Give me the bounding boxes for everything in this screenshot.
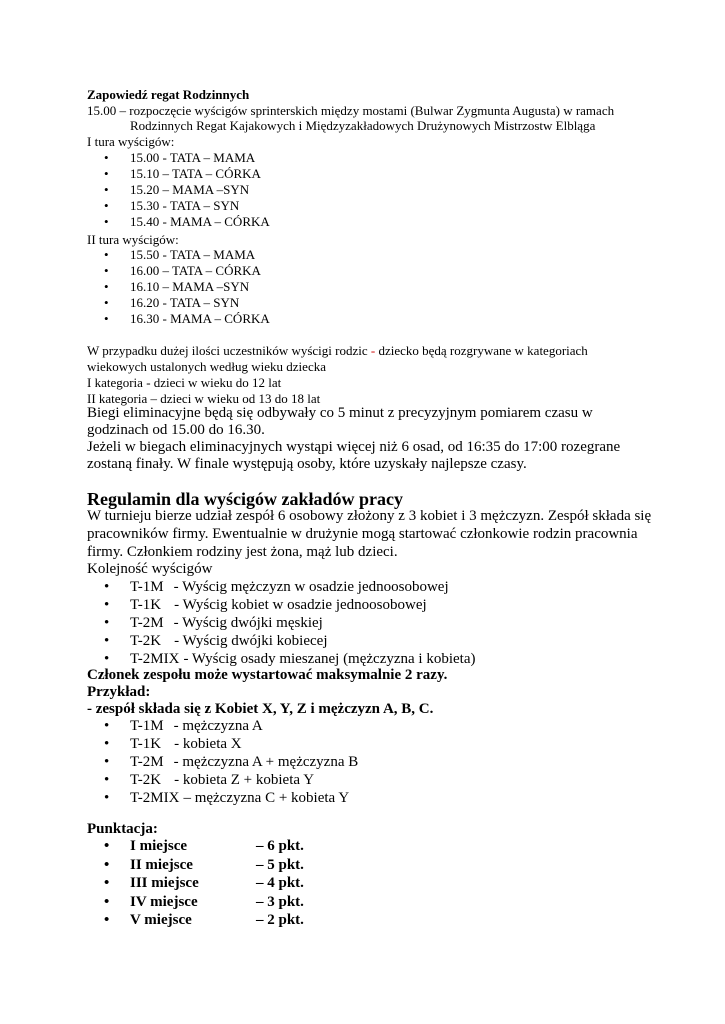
round1-list [104, 151, 404, 231]
finals-paragraph-line-2: zostaną finały. W finale występują osoby, które uzyskały najlepsze czasy. [87, 456, 527, 472]
list-item: • T-1M - mężczyzna A [104, 718, 263, 734]
bullet-icon: • [104, 736, 110, 752]
list-item: • 15.30 - TATA – SYN [104, 198, 240, 213]
list-item: • 16.00 – TATA – CÓRKA [104, 263, 261, 278]
rules-paragraph-line-2: pracowników firmy. Ewentualnie w drużynie mogą startować członkowie rodzin pracownia [87, 526, 638, 542]
bullet-icon: • [104, 633, 110, 649]
bullet-icon: • [104, 875, 110, 891]
category-paragraph-line-1: W przypadku dużej ilości uczestników wyścigi rodzic - dziecko będą rozgrywane w kategoriach [87, 343, 588, 358]
example-list [104, 719, 604, 809]
bullet-icon: • [104, 182, 109, 197]
category-2: II kategoria – dzieci w wieku od 13 do 18 lat [87, 391, 321, 406]
bullet-icon: • [104, 651, 110, 667]
round1-label: I tura wyścigów: [87, 134, 175, 149]
list-item: • 15.10 – TATA – CÓRKA [104, 166, 261, 181]
announcement-title: Zapowiedź regat Rodzinnych [87, 87, 250, 102]
list-item: • T-2MIX – mężczyzna C + kobieta Y [104, 790, 350, 806]
bullet-icon: • [104, 893, 110, 910]
bullet-icon: • [104, 772, 110, 788]
bullet-icon: • [104, 214, 109, 229]
example-label: Przykład: [87, 684, 151, 700]
bullet-icon: • [104, 790, 110, 806]
scoring-list [104, 839, 404, 932]
round2-list [104, 248, 404, 328]
rules-paragraph-line-3: firmy. Członkiem rodziny jest żona, mąż lub dzieci. [87, 544, 398, 560]
list-item: • T-2M - mężczyzna A + mężczyzna B [104, 754, 359, 770]
order-label: Kolejność wyścigów [87, 561, 213, 577]
bullet-icon: • [104, 247, 109, 262]
list-item: • 15.40 - MAMA – CÓRKA [104, 214, 270, 229]
rules-heading: Regulamin dla wyścigów zakładów pracy [87, 489, 404, 509]
max-starts-note: Członek zespołu może wystartować maksymalnie 2 razy. [87, 667, 448, 683]
list-item: • T-1M - Wyścig mężczyzn w osadzie jednoosobowej [104, 579, 449, 595]
bullet-icon: • [104, 718, 110, 734]
bullet-icon: • [104, 295, 109, 310]
list-item: • 16.20 - TATA – SYN [104, 295, 240, 310]
bullet-icon: • [104, 754, 110, 770]
list-item: • 15.20 – MAMA –SYN [104, 182, 250, 197]
bullet-icon: • [104, 150, 109, 165]
bullet-icon: • [104, 198, 109, 213]
intro-line-1: 15.00 – rozpoczęcie wyścigów sprinterskich między mostami (Bulwar Zygmunta Augusta) w ramach [87, 103, 615, 118]
list-item: • 15.50 - TATA – MAMA [104, 247, 256, 262]
list-item: • 15.00 - TATA – MAMA [104, 150, 256, 165]
list-item: • T-1K - Wyścig kobiet w osadzie jednoosobowej [104, 597, 427, 613]
example-team: - zespół składa się z Kobiet X, Y, Z i mężczyzn A, B, C. [87, 701, 434, 717]
list-item: • T-2MIX - Wyścig osady mieszanej (mężczyzna i kobieta) [104, 651, 476, 667]
list-item: • T-1K - kobieta X [104, 736, 242, 752]
bullet-icon: • [104, 597, 110, 613]
list-item: • I miejsce – 6 pkt. [104, 838, 304, 854]
bullet-icon: • [104, 838, 110, 854]
list-item: • II miejsce – 5 pkt. [104, 856, 304, 873]
list-item: • IV miejsce – 3 pkt. [104, 893, 304, 910]
bullet-icon: • [104, 912, 110, 928]
list-item: • V miejsce – 2 pkt. [104, 912, 304, 928]
list-item: • 16.10 – MAMA –SYN [104, 279, 250, 294]
category-1: I kategoria - dzieci w wieku do 12 lat [87, 375, 282, 390]
heats-paragraph-line-1: Biegi eliminacyjne będą się odbywały co 5 minut z precyzyjnym pomiarem czasu w [87, 405, 593, 421]
bullet-icon: • [104, 166, 109, 181]
category-paragraph-line-2: wiekowych ustalonych według wieku dziecka [87, 359, 326, 374]
round2-label: II tura wyścigów: [87, 232, 179, 247]
intro-line-2: Rodzinnych Regat Kajakowych i Międzyzakładowych Drużynowych Mistrzostw Elbląga [130, 118, 596, 133]
bullet-icon: • [104, 263, 109, 278]
bullet-icon: • [104, 311, 109, 326]
races-list [104, 580, 604, 670]
bullet-icon: • [104, 279, 109, 294]
bullet-icon: • [104, 856, 110, 873]
list-item: • T-2M - Wyścig dwójki męskiej [104, 615, 323, 631]
list-item: • T-2K - Wyścig dwójki kobiecej [104, 633, 328, 649]
bullet-icon: • [104, 579, 110, 595]
list-item: • T-2K - kobieta Z + kobieta Y [104, 772, 315, 788]
finals-paragraph-line-1: Jeżeli w biegach eliminacyjnych wystąpi więcej niż 6 osad, od 16:35 do 17:00 rozegrane [87, 439, 621, 455]
red-dash: - [370, 343, 376, 358]
list-item: • 16.30 - MAMA – CÓRKA [104, 311, 270, 326]
heats-paragraph-line-2: godzinach od 15.00 do 16.30. [87, 422, 265, 438]
bullet-icon: • [104, 615, 110, 631]
list-item: • III miejsce – 4 pkt. [104, 875, 304, 891]
rules-paragraph-line-1: W turnieju bierze udział zespół 6 osobowy złożony z 3 kobiet i 3 mężczyzn. Zespół składa się [87, 508, 652, 524]
scoring-label: Punktacja: [87, 821, 158, 837]
